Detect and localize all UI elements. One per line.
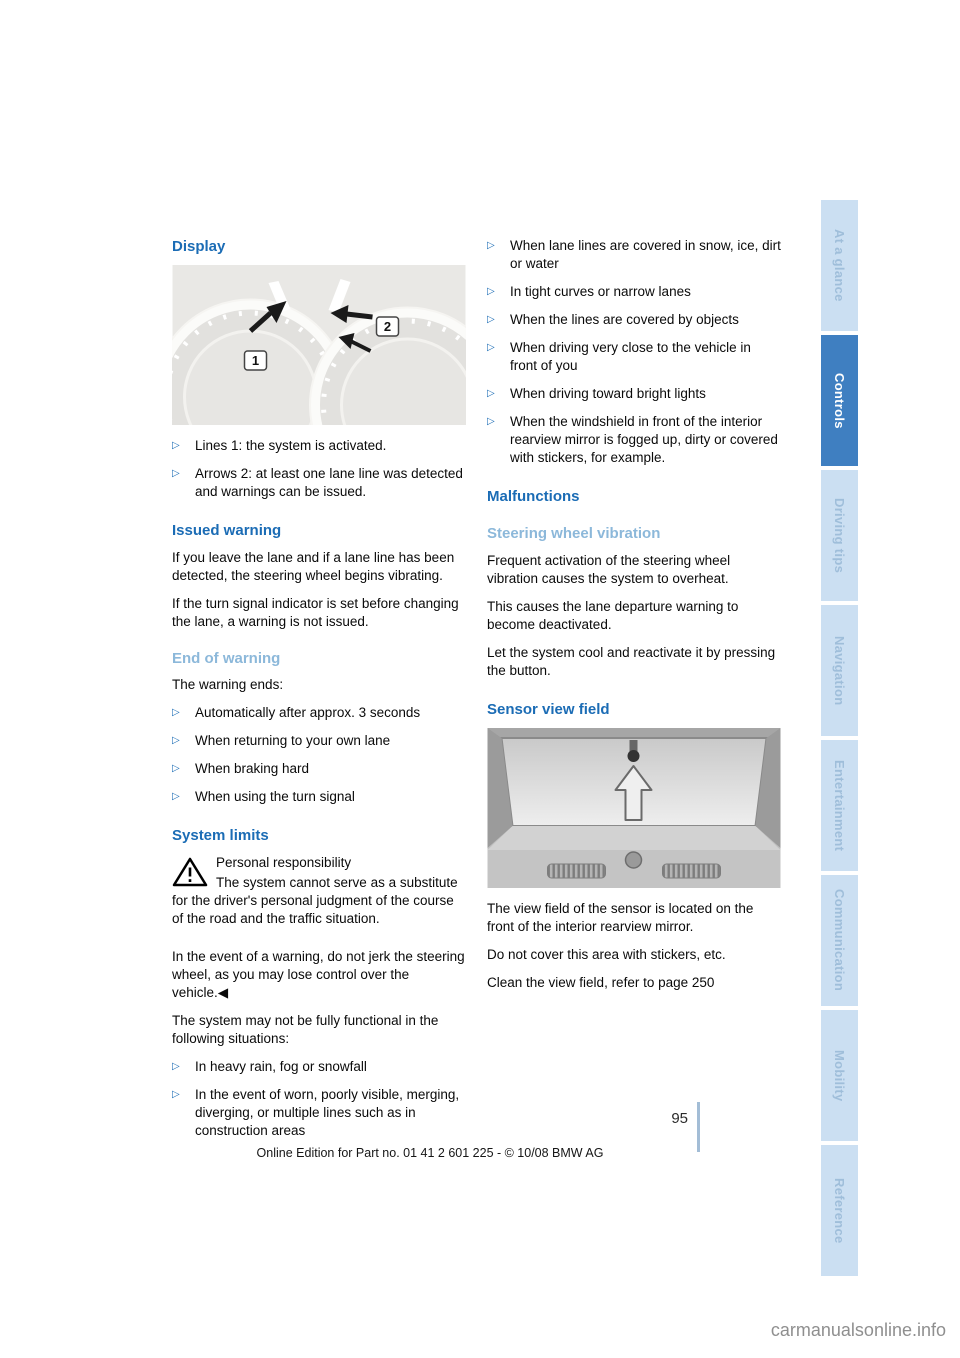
heading-issued-warning: Issued warning [172, 521, 282, 539]
tab-label: Controls [832, 372, 847, 429]
windshield-illustration [487, 728, 781, 888]
subheading-end-of-warning: End of warning [172, 649, 281, 667]
paragraph: Do not cover this area with stickers, etc. [487, 946, 726, 962]
triangle-bullet-icon [487, 339, 510, 375]
tab-reference[interactable] [821, 1145, 858, 1276]
end-of-warning-bullet-list [172, 704, 466, 806]
system-limits-bullet-list [172, 1058, 466, 1140]
triangle-bullet-icon [172, 1086, 195, 1140]
list-item: ▷ Lines 1: the system is activated. [172, 437, 466, 455]
triangle-bullet-icon [172, 760, 195, 778]
paragraph: This causes the lane departure warning to become deactivated. [487, 599, 739, 633]
paragraph: If you leave the lane and if a lane line has been detected, the steering wheel begins vibrating. [172, 549, 455, 583]
page-number: 95 [671, 1110, 688, 1127]
list-item: ▷ When braking hard [172, 760, 466, 778]
triangle-bullet-icon [172, 465, 195, 501]
page-number-rule [697, 1102, 700, 1152]
windshield-sensor-figure [487, 728, 781, 888]
tab-navigation[interactable] [821, 605, 858, 736]
paragraph: If the turn signal indicator is set before changing the lane, a warning is not issued. [172, 595, 459, 629]
heading-sensor-view-field: Sensor view field [487, 701, 610, 719]
tab-label: Driving tips [832, 497, 847, 574]
triangle-bullet-icon [172, 1058, 195, 1076]
chapter-tab-strip [821, 200, 858, 1276]
list-item: ▷ When returning to your own lane [172, 732, 466, 750]
warning-note [172, 854, 466, 938]
tab-label: At a glance [832, 229, 847, 302]
list-item: ▷ When driving toward bright lights [487, 385, 781, 403]
tab-label: Mobility [832, 1049, 847, 1102]
list-item: ▷ When the lines are covered by objects [487, 311, 781, 329]
triangle-bullet-icon [172, 704, 195, 722]
paragraph: Clean the view field, refer to page 250 [487, 974, 715, 990]
watermark: carmanualsonline.info [770, 1320, 946, 1340]
paragraph: The system may not be fully functional in the following situations: [172, 1012, 439, 1046]
tab-label: Reference [832, 1177, 847, 1244]
list-item: ▷ In tight curves or narrow lanes [487, 283, 781, 301]
tab-mobility[interactable] [821, 1010, 858, 1141]
triangle-bullet-icon [487, 237, 510, 273]
list-item: ▷ Arrows 2: at least one lane line was detected and warnings can be issued. [172, 465, 466, 501]
tab-driving-tips[interactable] [821, 470, 858, 601]
heading-system-limits: System limits [172, 827, 269, 845]
paragraph: In the event of a warning, do not jerk the steering wheel, as you may lose control over the vehicle.◀ [172, 949, 465, 1000]
tab-label: Entertainment [832, 759, 847, 852]
list-item: ▷ When driving very close to the vehicle in front of you [487, 339, 781, 375]
right-column [487, 237, 781, 1002]
subheading-steering-wheel-vibration: Steering wheel vibration [487, 525, 661, 543]
figure-label-2: 2 [383, 318, 392, 334]
tab-communication[interactable] [821, 875, 858, 1006]
warning-title: Personal responsibility [216, 855, 352, 871]
limitations-bullet-list [487, 237, 781, 467]
heading-malfunctions: Malfunctions [487, 487, 580, 505]
triangle-bullet-icon [172, 732, 195, 750]
paragraph: Let the system cool and reactivate it by pressing the button. [487, 645, 776, 679]
list-item: ▷ Automatically after approx. 3 seconds [172, 704, 466, 722]
triangle-bullet-icon [487, 385, 510, 403]
triangle-bullet-icon [172, 788, 195, 806]
paragraph: The view field of the sensor is located on the front of the interior rearview mirror. [487, 901, 754, 935]
heading-display: Display [172, 238, 226, 255]
triangle-bullet-icon [172, 437, 195, 455]
tab-controls[interactable] [821, 335, 858, 466]
instrument-cluster-figure [172, 265, 466, 425]
list-item: ▷ In the event of worn, poorly visible, merging, diverging, or multiple lines such as in construction areas [172, 1086, 466, 1140]
list-item: ▷ When lane lines are covered in snow, ice, dirt or water [487, 237, 781, 273]
paragraph: Frequent activation of the steering wheel vibration causes the system to overheat. [487, 553, 731, 587]
left-column [172, 237, 466, 1150]
tab-label: Communication [832, 889, 847, 992]
display-bullet-list [172, 437, 466, 501]
warning-text: The system cannot serve as a substitute for the driver's personal judgment of the course of the road and the traffic situation. [172, 875, 458, 927]
list-item: ▷ When using the turn signal [172, 788, 466, 806]
triangle-bullet-icon [487, 311, 510, 329]
tab-at-a-glance[interactable] [821, 200, 858, 331]
paragraph: The warning ends: [172, 677, 284, 693]
figure-label-1: 1 [251, 352, 260, 368]
list-item: ▷ When the windshield in front of the interior rearview mirror is fogged up, dirty or covered with stickers, for example. [487, 413, 781, 467]
list-item: ▷ In heavy rain, fog or snowfall [172, 1058, 466, 1076]
tab-entertainment[interactable] [821, 740, 858, 871]
edition-footer: Online Edition for Part no. 01 41 2 601 225 - © 10/08 BMW AG [256, 1146, 604, 1160]
instrument-cluster-illustration [172, 265, 466, 425]
warning-triangle-icon [172, 856, 208, 888]
triangle-bullet-icon [487, 413, 510, 467]
tab-label: Navigation [832, 635, 847, 706]
triangle-bullet-icon [487, 283, 510, 301]
